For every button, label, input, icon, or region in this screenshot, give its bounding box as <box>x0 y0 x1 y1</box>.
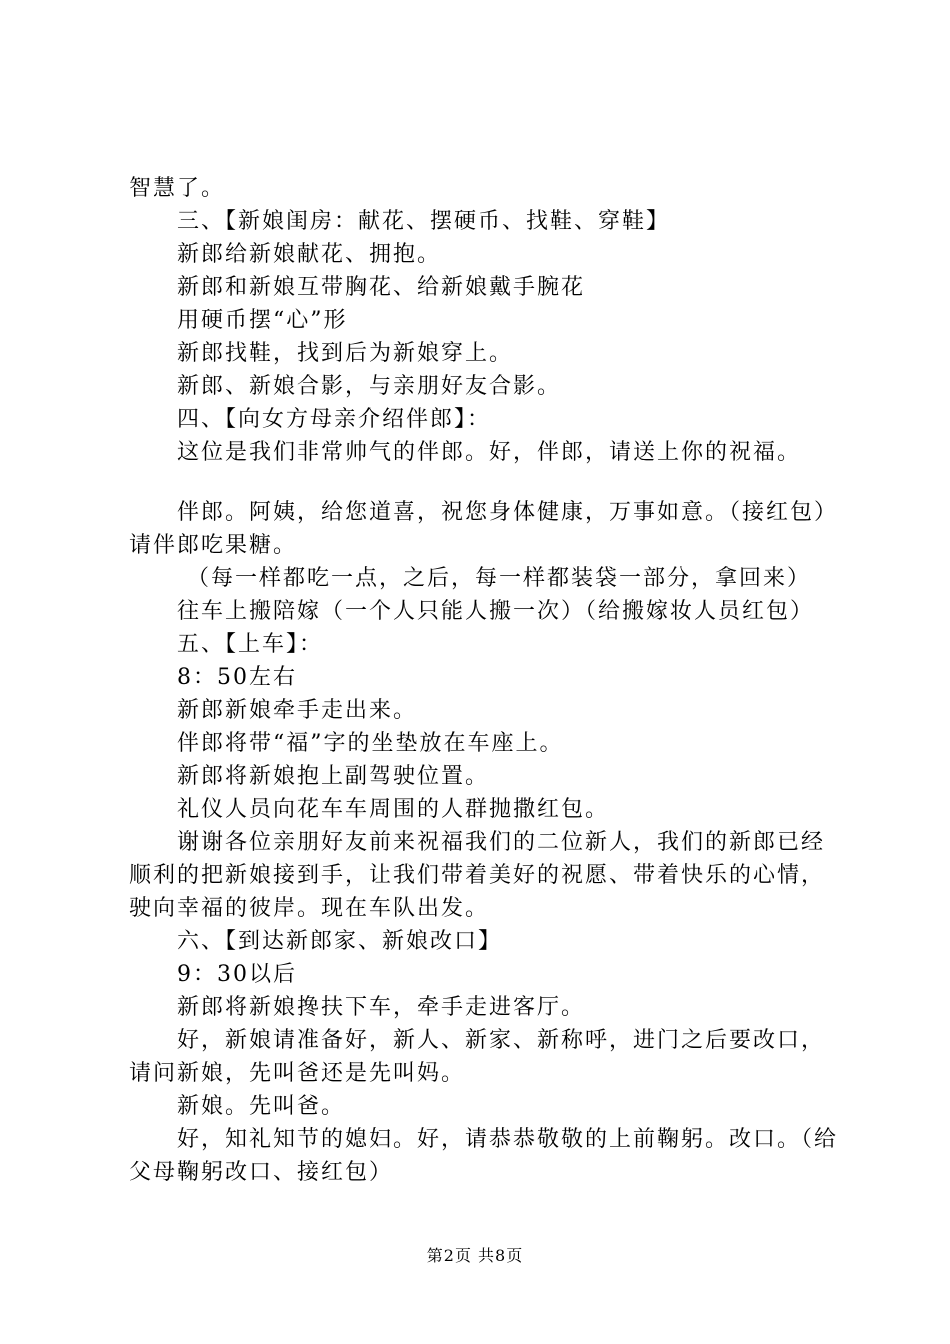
paragraph: 新郎、新娘合影，与亲朋好友合影。 <box>177 374 562 399</box>
blank-line <box>129 469 839 496</box>
paragraph: 新郎将新娘抱上副驾驶位置。 <box>177 764 490 789</box>
paragraph: 好，知礼知节的媳妇。好，请恭恭敬敬的上前鞠躬。改口。（给父母鞠躬改口、接红包） <box>129 1127 839 1185</box>
paragraph: 新郎和新娘互带胸花、给新娘戴手腕花 <box>177 275 586 300</box>
paragraph: 用硬币摆“心”形 <box>177 308 348 333</box>
paragraph: 礼仪人员向花车车周围的人群抛撒红包。 <box>177 797 610 822</box>
paragraph: 好，新娘请准备好，新人、新家、新称呼，进门之后要改口，请问新娘，先叫爸还是先叫妈。 <box>129 1028 826 1086</box>
paragraph: 这位是我们非常帅气的伴郎。好，伴郎，请送上你的祝福。 <box>177 440 802 465</box>
paragraph: 往车上搬陪嫁（一个人只能人搬一次）（给搬嫁妆人员红包） <box>177 599 815 624</box>
section-heading: 三、【新娘闺房：献花、摆硬币、找鞋、穿鞋】 <box>177 209 671 234</box>
paragraph: 新郎找鞋，找到后为新娘穿上。 <box>177 341 514 366</box>
paragraph: 新娘。先叫爸。 <box>177 1094 346 1119</box>
paragraph: （每一样都吃一点，之后，每一样都装袋一部分，拿回来） <box>187 566 812 591</box>
paragraph: 智慧了。 <box>129 176 226 201</box>
page-footer: 第2页 共8页 <box>426 1246 524 1265</box>
section-heading: 六、【到达新郎家、新娘改口】 <box>177 929 503 954</box>
paragraph: 伴郎将带“福”字的坐垫放在车座上。 <box>177 731 564 756</box>
paragraph: 谢谢各位亲朋好友前来祝福我们的二位新人，我们的新郎已经顺利的把新娘接到手，让我们带着美好的祝愿、带着快乐的心情，驶向幸福的彼岸。现在车队出发。 <box>129 830 826 921</box>
time-note: 9：30以后 <box>177 962 297 987</box>
paragraph: 伴郎。阿姨，给您道喜，祝您身体健康，万事如意。（接红包）请伴郎吃果糖。 <box>129 500 839 558</box>
time-note: 8：50左右 <box>177 665 297 690</box>
paragraph: 新郎将新娘搀扶下车，牵手走进客厅。 <box>177 995 586 1020</box>
paragraph: 新郎新娘牵手走出来。 <box>177 698 418 723</box>
paragraph: 新郎给新娘献花、拥抱。 <box>177 242 442 267</box>
section-heading: 四、【向女方母亲介绍伴郎】： <box>177 407 492 432</box>
document-body <box>129 172 839 1189</box>
section-heading: 五、【上车】： <box>177 632 324 657</box>
